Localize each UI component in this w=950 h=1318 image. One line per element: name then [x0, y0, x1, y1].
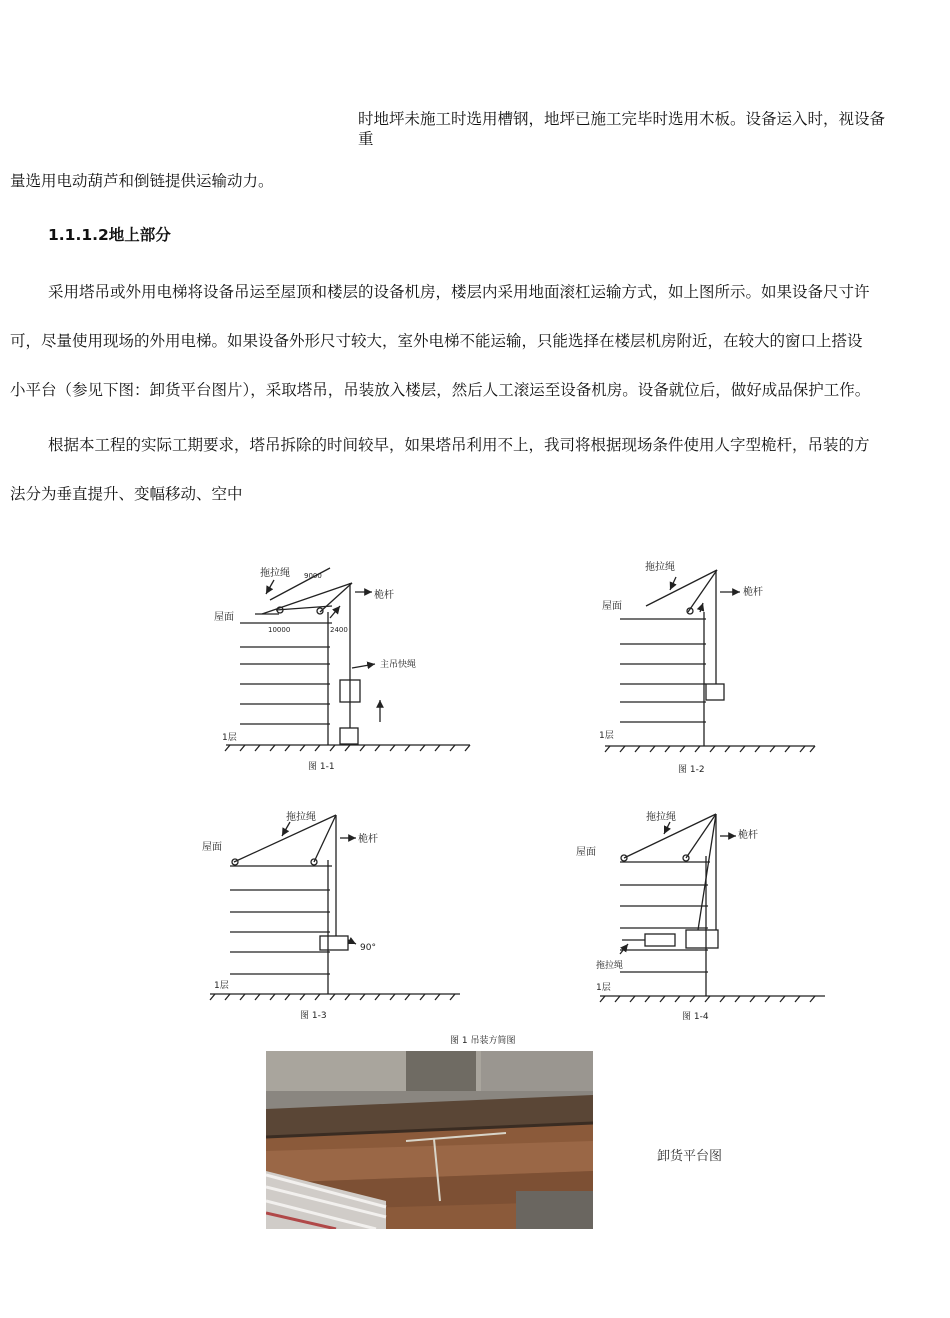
label-dim-b: 2400 — [330, 626, 348, 634]
label-rope: 拖拉绳 — [646, 812, 676, 823]
label-dim-top: 9000 — [304, 572, 322, 580]
paragraph-line: 小平台（参见下图：卸货平台图片），采取塔吊，吊装放入楼层，然后人工滚运至设备机房。设备就位后，做好成品保护工作。 — [10, 381, 871, 399]
label-roof: 屋面 — [576, 847, 596, 858]
figure-1-1 — [225, 568, 470, 751]
figure-caption: 图 1-4 — [682, 1012, 709, 1022]
label-floor: 1层 — [599, 731, 614, 741]
label-angle: 90° — [360, 943, 376, 953]
label-mast: 桅杆 — [374, 590, 394, 601]
figure-1-3-labels — [202, 810, 378, 1021]
figure-group-caption: 图 1 吊装方简图 — [450, 1036, 516, 1046]
paragraph-line: 法分为垂直提升、变幅移动、空中 — [10, 485, 243, 503]
label-mast: 桅杆 — [358, 834, 378, 845]
figure-1-4 — [600, 814, 825, 1002]
unloading-platform-photo — [266, 1051, 593, 1229]
label-rope: 拖拉绳 — [286, 812, 316, 823]
label-roof: 屋面 — [602, 601, 622, 612]
section-heading: 1.1.1.2地上部分 — [48, 226, 171, 244]
paragraph-line: 量选用电动葫芦和倒链提供运输动力。 — [10, 172, 274, 190]
figure-1-4-labels — [576, 810, 758, 1022]
label-rope: 拖拉绳 — [645, 562, 675, 573]
figure-caption: 图 1-1 — [308, 762, 335, 772]
paragraph-line: 重 — [358, 130, 374, 148]
label-main-rope: 主吊快绳 — [380, 660, 417, 670]
figure-1-3 — [210, 815, 460, 1000]
label-dim-a: 10000 — [268, 626, 291, 634]
paragraph-line: 根据本工程的实际工期要求，塔吊拆除的时间较早，如果塔吊利用不上，我司将根据现场条件使用人字型桅杆，吊装的方 — [48, 436, 870, 454]
label-mast: 桅杆 — [743, 587, 763, 598]
figure-1-1-labels — [214, 566, 416, 772]
paragraph-line: 采用塔吊或外用电梯将设备吊运至屋顶和楼层的设备机房，楼层内采用地面滚杠运输方式，如上图所示。如果设备尺寸许 — [48, 283, 870, 301]
label-rope-low: 拖拉绳 — [596, 961, 624, 971]
paragraph-line: 可，尽量使用现场的外用电梯。如果设备外形尺寸较大，室外电梯不能运输，只能选择在楼层机房附近，在较大的窗口上搭设 — [10, 332, 863, 350]
label-floor: 1层 — [596, 983, 611, 993]
figure-1-2 — [605, 570, 815, 752]
label-roof: 屋面 — [214, 612, 234, 623]
label-mast: 桅杆 — [738, 830, 758, 841]
label-floor: 1层 — [214, 981, 229, 991]
label-rope: 拖拉绳 — [260, 568, 290, 579]
label-roof: 屋面 — [202, 842, 222, 853]
paragraph-line: 时地坪未施工时选用槽钢，地坪已施工完毕时选用木板。设备运入时，视设备 — [358, 110, 886, 128]
figure-caption: 图 1-2 — [678, 765, 705, 775]
photo-caption: 卸货平台图 — [657, 1149, 723, 1164]
label-floor: 1层 — [222, 733, 237, 743]
figure-caption: 图 1-3 — [300, 1011, 327, 1021]
